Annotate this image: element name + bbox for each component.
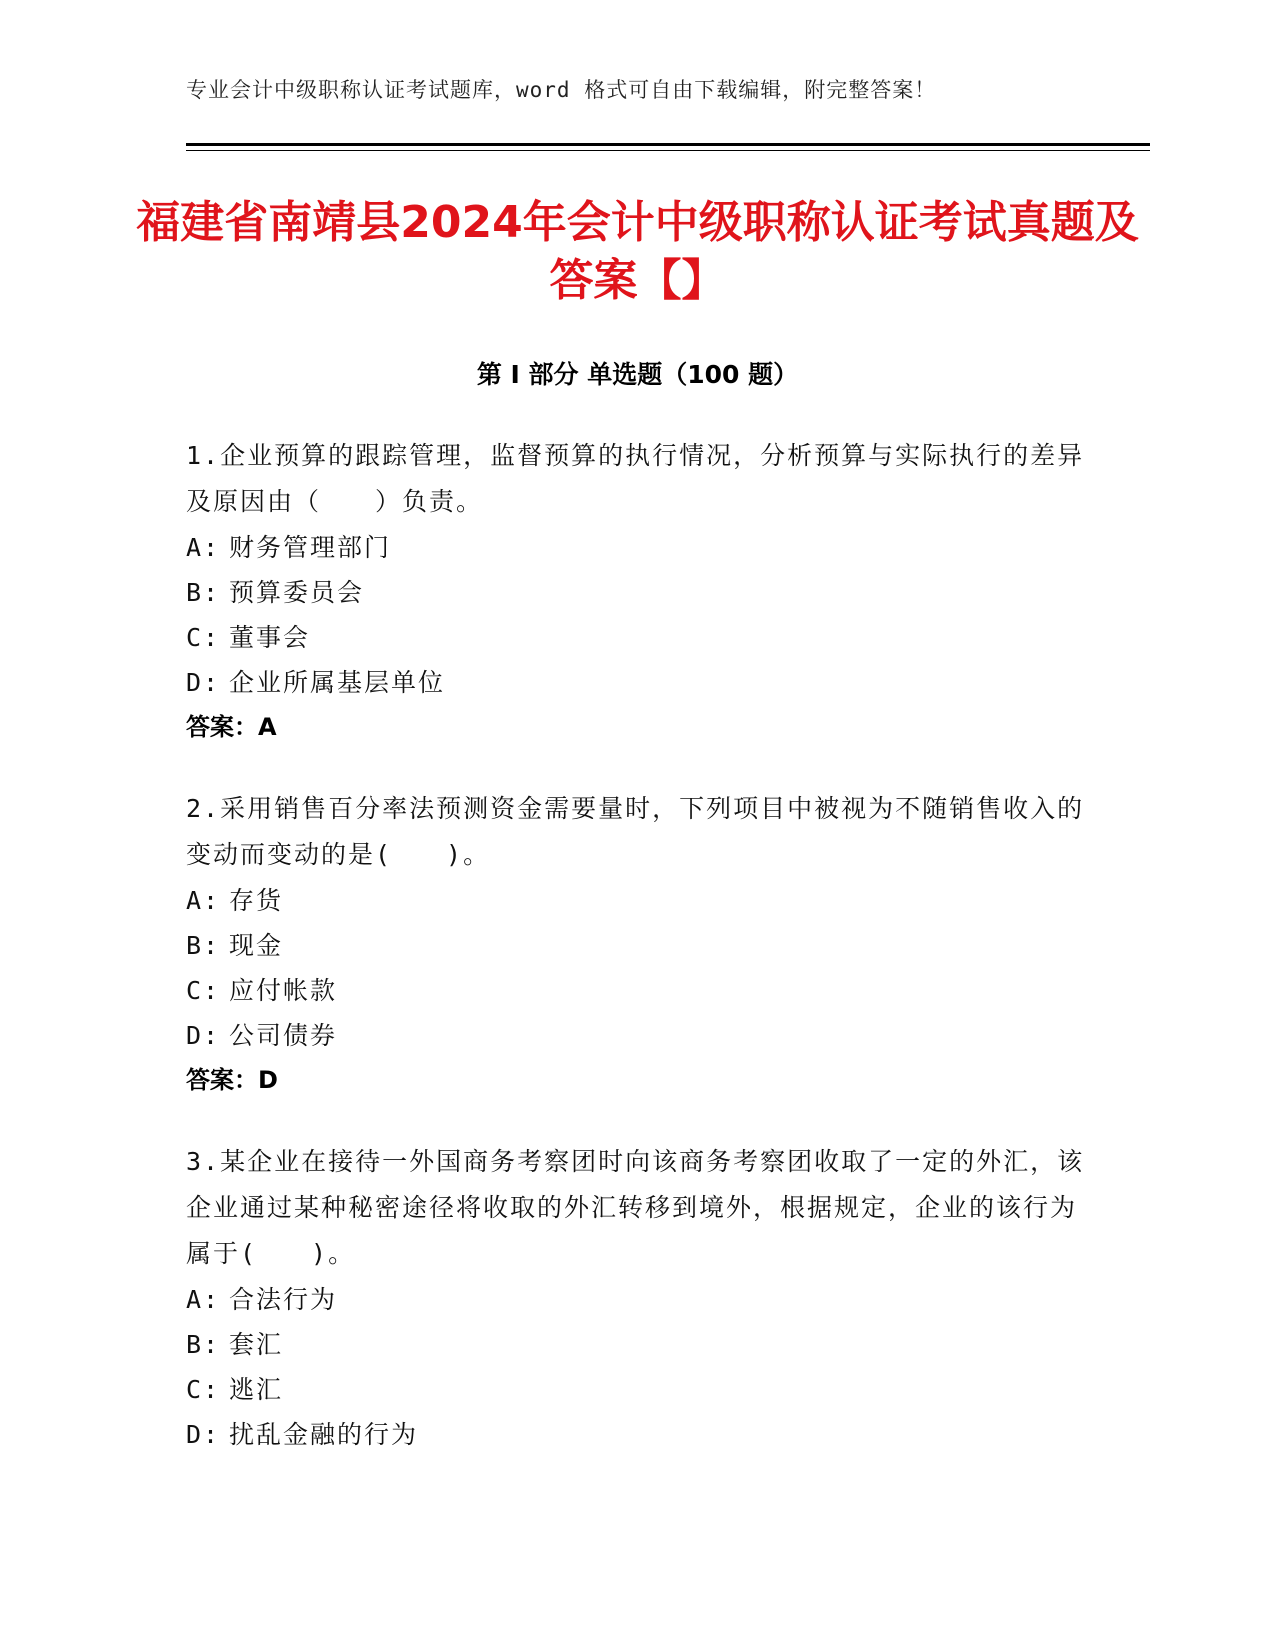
question-3	[186, 1139, 1086, 1457]
section-title: 第 I 部分 单选题（100 题）	[476, 360, 799, 389]
answer: 答案：A	[186, 713, 277, 741]
option-text: 扰乱金融的行为	[229, 1420, 419, 1449]
option-c	[186, 615, 1086, 660]
question-stem: 2.采用销售百分率法预测资金需要量时，下列项目中被视为不随销售收入的变动而变动的是( )。	[186, 794, 1085, 869]
option-text: 企业所属基层单位	[229, 668, 446, 697]
option-a	[186, 878, 1086, 923]
option-letter: A:	[186, 533, 221, 562]
question-2	[186, 786, 1086, 1102]
option-text: 套汇	[229, 1330, 284, 1359]
option-b	[186, 570, 1086, 615]
option-b	[186, 1322, 1086, 1367]
option-text: 预算委员会	[229, 578, 365, 607]
option-text: 存货	[229, 886, 284, 915]
option-text: 财务管理部门	[229, 533, 392, 562]
option-letter: A:	[186, 886, 221, 915]
option-letter: A:	[186, 1285, 221, 1314]
header-divider-thin	[186, 150, 1150, 151]
option-letter: D:	[186, 1420, 221, 1449]
option-letter: B:	[186, 1330, 221, 1359]
question-stem: 3.某企业在接待一外国商务考察团时向该商务考察团收取了一定的外汇，该企业通过某种秘密途径将收取的外汇转移到境外，根据规定，企业的该行为属于( )。	[186, 1147, 1085, 1268]
option-letter: B:	[186, 931, 221, 960]
document-title: 福建省南靖县2024年会计中级职称认证考试真题及答案【】	[136, 197, 1139, 306]
option-text: 现金	[229, 931, 284, 960]
option-a	[186, 525, 1086, 570]
option-d	[186, 660, 1086, 705]
option-d	[186, 1412, 1086, 1457]
question-stem: 1.企业预算的跟踪管理，监督预算的执行情况，分析预算与实际执行的差异及原因由（ ）负责。	[186, 441, 1085, 516]
option-text: 合法行为	[229, 1285, 338, 1314]
option-c	[186, 1367, 1086, 1412]
option-letter: D:	[186, 668, 221, 697]
option-text: 公司债券	[229, 1021, 338, 1050]
option-text: 董事会	[229, 623, 311, 652]
option-d	[186, 1013, 1086, 1058]
question-list	[186, 433, 1086, 1494]
option-c	[186, 968, 1086, 1013]
option-text: 逃汇	[229, 1375, 284, 1404]
option-letter: C:	[186, 623, 221, 652]
option-a	[186, 1277, 1086, 1322]
option-b	[186, 923, 1086, 968]
question-1	[186, 433, 1086, 749]
option-text: 应付帐款	[229, 976, 338, 1005]
option-letter: C:	[186, 976, 221, 1005]
option-letter: B:	[186, 578, 221, 607]
header-divider-thick	[186, 143, 1150, 146]
option-letter: C:	[186, 1375, 221, 1404]
header-note: 专业会计中级职称认证考试题库，word 格式可自由下载编辑，附完整答案！	[186, 78, 937, 102]
option-letter: D:	[186, 1021, 221, 1050]
answer: 答案：D	[186, 1066, 278, 1094]
